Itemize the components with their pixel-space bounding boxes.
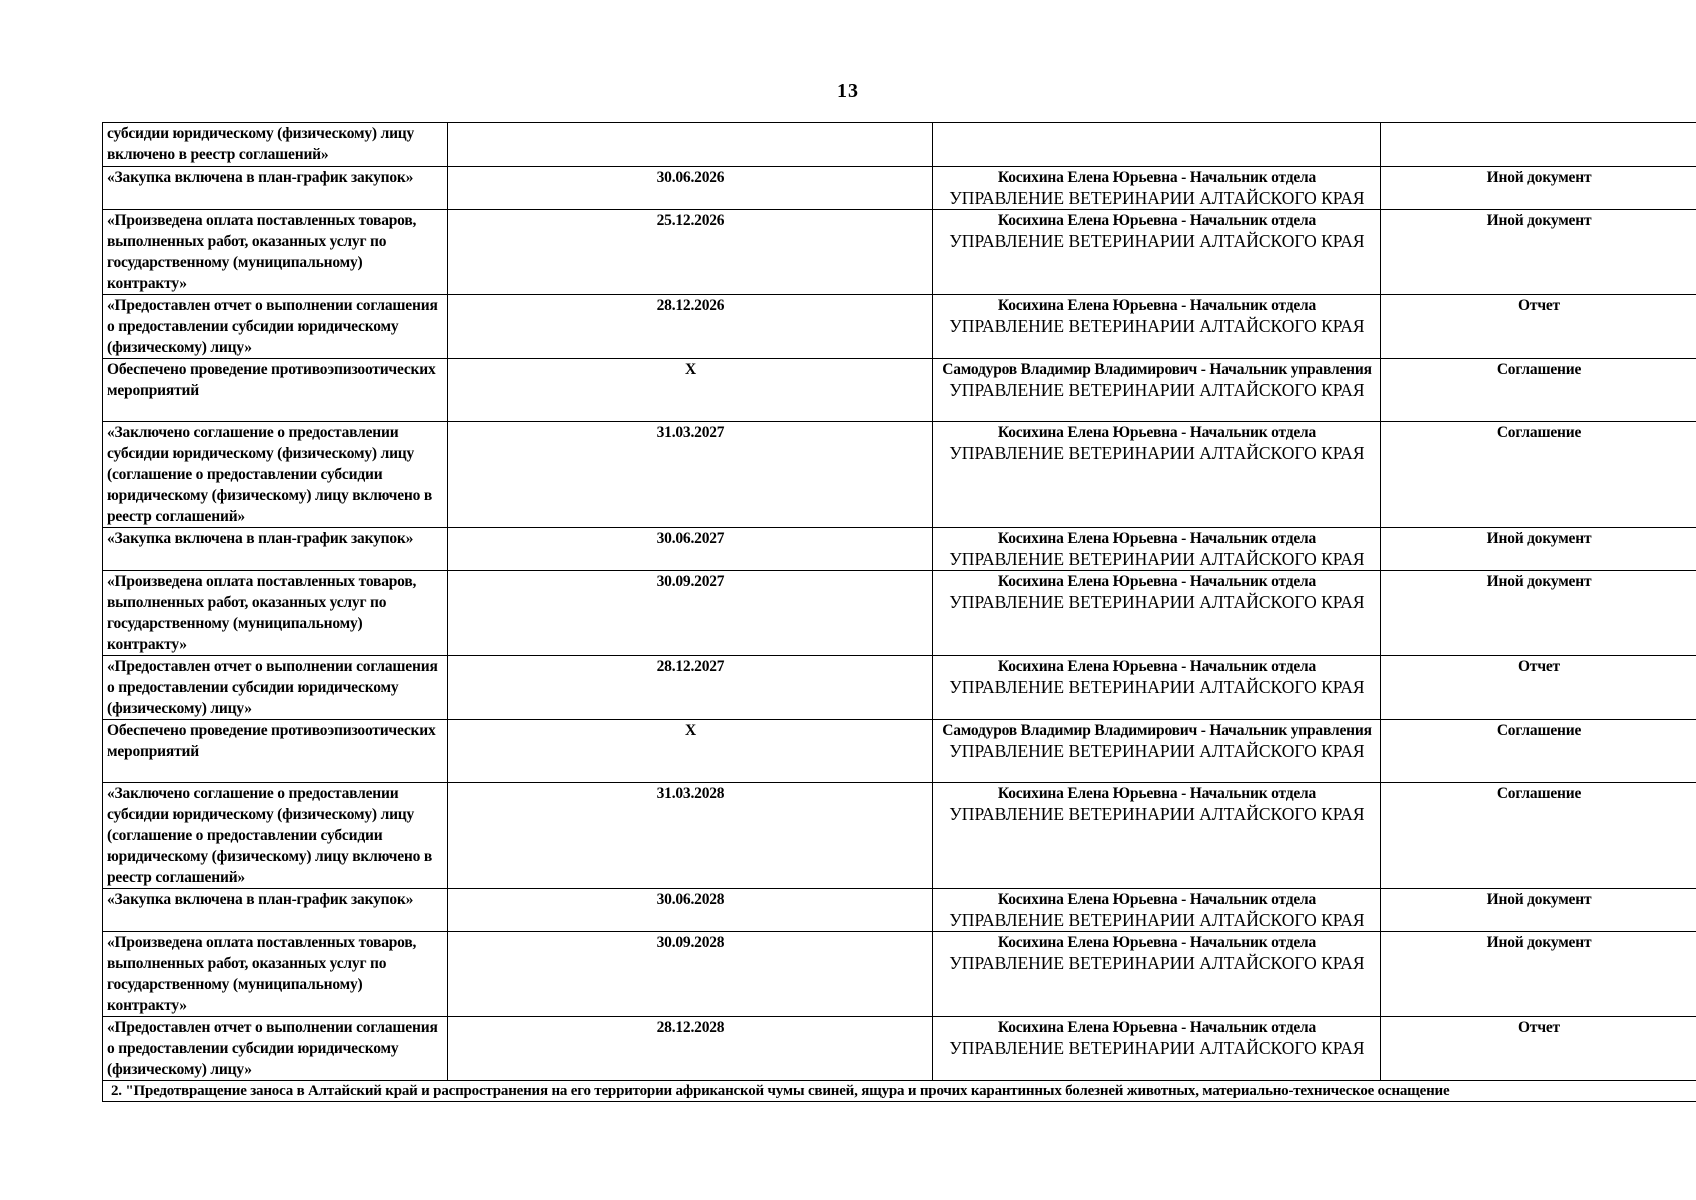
table-row: [103, 656, 1696, 720]
responsible-organization: УПРАВЛЕНИЕ ВЕТЕРИНАРИИ АЛТАЙСКОГО КРАЯ: [949, 953, 1365, 973]
responsible-name: Косихина Елена Юрьевна - Начальник отдела: [997, 530, 1317, 547]
responsible-name: Косихина Елена Юрьевна - Начальник отдела: [997, 297, 1317, 314]
date-cell: 28.12.2028: [448, 1017, 933, 1081]
date-cell: 31.03.2027: [448, 422, 933, 528]
responsible-cell: [933, 889, 1381, 932]
table-row: [103, 295, 1696, 359]
responsible-cell: [933, 783, 1381, 889]
event-cell: «Заключено соглашение о предоставлении субсидии юридическому (физическому) лицу (соглашение о предоставлении субсидии юридическому (физическому) лицу включено в реестр соглашений»: [103, 783, 448, 889]
table-row: [103, 571, 1696, 656]
event-cell: Обеспечено проведение противоэпизоотических мероприятий: [103, 359, 448, 422]
responsible-cell: [933, 656, 1381, 720]
responsible-organization: УПРАВЛЕНИЕ ВЕТЕРИНАРИИ АЛТАЙСКОГО КРАЯ: [949, 380, 1365, 400]
responsible-name: Косихина Елена Юрьевна - Начальник отдела: [997, 424, 1317, 441]
document-type-cell: Отчет: [1381, 1017, 1696, 1081]
responsible-organization: УПРАВЛЕНИЕ ВЕТЕРИНАРИИ АЛТАЙСКОГО КРАЯ: [949, 592, 1365, 612]
responsible-cell: [933, 932, 1381, 1017]
event-cell: «Закупка включена в план-график закупок»: [103, 889, 448, 932]
date-cell: 28.12.2026: [448, 295, 933, 359]
control-points-table: [102, 122, 1696, 1102]
event-cell: «Закупка включена в план-график закупок»: [103, 167, 448, 210]
event-cell: «Предоставлен отчет о выполнении соглашения о предоставлении субсидии юридическому (физическому) лицу»: [103, 656, 448, 720]
document-type-cell: Отчет: [1381, 295, 1696, 359]
page-number: 13: [837, 80, 859, 102]
document-type-cell: Иной документ: [1381, 528, 1696, 571]
section-heading: 2. "Предотвращение заноса в Алтайский край и распространения на его территории африканской чумы свиней, ящура и прочих карантинных болезней животных, материально-техническое оснащение: [103, 1081, 1696, 1102]
responsible-name: Самодуров Владимир Владимирович - Начальник управления: [942, 722, 1372, 739]
responsible-cell: [933, 528, 1381, 571]
event-cell: «Произведена оплата поставленных товаров, выполненных работ, оказанных услуг по государственному (муниципальному) контракту»: [103, 932, 448, 1017]
date-cell: 30.09.2028: [448, 932, 933, 1017]
date-cell: 30.09.2027: [448, 571, 933, 656]
responsible-organization: УПРАВЛЕНИЕ ВЕТЕРИНАРИИ АЛТАЙСКОГО КРАЯ: [949, 910, 1365, 930]
event-cell: Обеспечено проведение противоэпизоотических мероприятий: [103, 720, 448, 783]
date-cell: 28.12.2027: [448, 656, 933, 720]
responsible-name: Косихина Елена Юрьевна - Начальник отдела: [997, 1019, 1317, 1036]
date-cell: [448, 123, 933, 167]
date-cell: 30.06.2028: [448, 889, 933, 932]
date-cell: 31.03.2028: [448, 783, 933, 889]
event-cell: «Предоставлен отчет о выполнении соглашения о предоставлении субсидии юридическому (физическому) лицу»: [103, 295, 448, 359]
responsible-cell: [933, 210, 1381, 295]
responsible-organization: УПРАВЛЕНИЕ ВЕТЕРИНАРИИ АЛТАЙСКОГО КРАЯ: [949, 677, 1365, 697]
responsible-organization: УПРАВЛЕНИЕ ВЕТЕРИНАРИИ АЛТАЙСКОГО КРАЯ: [949, 741, 1365, 761]
date-cell: 25.12.2026: [448, 210, 933, 295]
date-cell: 30.06.2026: [448, 167, 933, 210]
document-type-cell: Иной документ: [1381, 167, 1696, 210]
table-row: [103, 1017, 1696, 1081]
event-cell: субсидии юридическому (физическому) лицу включено в реестр соглашений»: [103, 123, 448, 167]
table-row: [103, 720, 1696, 783]
document-type-cell: Соглашение: [1381, 359, 1696, 422]
responsible-organization: УПРАВЛЕНИЕ ВЕТЕРИНАРИИ АЛТАЙСКОГО КРАЯ: [949, 1038, 1365, 1058]
document-type-cell: Иной документ: [1381, 889, 1696, 932]
date-cell: 30.06.2027: [448, 528, 933, 571]
date-cell: X: [448, 359, 933, 422]
document-type-cell: Иной документ: [1381, 571, 1696, 656]
table-row: [103, 889, 1696, 932]
responsible-name: Косихина Елена Юрьевна - Начальник отдела: [997, 785, 1317, 802]
responsible-organization: УПРАВЛЕНИЕ ВЕТЕРИНАРИИ АЛТАЙСКОГО КРАЯ: [949, 231, 1365, 251]
event-cell: «Произведена оплата поставленных товаров, выполненных работ, оказанных услуг по государственному (муниципальному) контракту»: [103, 571, 448, 656]
event-cell: «Закупка включена в план-график закупок»: [103, 528, 448, 571]
table-row: [103, 422, 1696, 528]
table-row: [103, 783, 1696, 889]
responsible-name: Косихина Елена Юрьевна - Начальник отдела: [997, 573, 1317, 590]
responsible-organization: УПРАВЛЕНИЕ ВЕТЕРИНАРИИ АЛТАЙСКОГО КРАЯ: [949, 316, 1365, 336]
table-row: [103, 359, 1696, 422]
table-body: [103, 123, 1696, 1081]
table-row: [103, 210, 1696, 295]
responsible-name: Косихина Елена Юрьевна - Начальник отдела: [997, 658, 1317, 675]
event-cell: «Произведена оплата поставленных товаров, выполненных работ, оказанных услуг по государственному (муниципальному) контракту»: [103, 210, 448, 295]
document-type-cell: [1381, 123, 1696, 167]
responsible-cell: [933, 359, 1381, 422]
document-type-cell: Соглашение: [1381, 422, 1696, 528]
responsible-name: Косихина Елена Юрьевна - Начальник отдела: [997, 169, 1317, 186]
date-cell: X: [448, 720, 933, 783]
table-row: [103, 167, 1696, 210]
responsible-cell: [933, 422, 1381, 528]
document-type-cell: Иной документ: [1381, 210, 1696, 295]
event-cell: «Предоставлен отчет о выполнении соглашения о предоставлении субсидии юридическому (физическому) лицу»: [103, 1017, 448, 1081]
document-type-cell: Иной документ: [1381, 932, 1696, 1017]
control-points-table-wrapper: [102, 122, 1696, 1102]
event-cell: «Заключено соглашение о предоставлении субсидии юридическому (физическому) лицу (соглашение о предоставлении субсидии юридическому (физическому) лицу включено в реестр соглашений»: [103, 422, 448, 528]
table-row: [103, 528, 1696, 571]
responsible-name: Самодуров Владимир Владимирович - Начальник управления: [942, 361, 1372, 378]
responsible-name: Косихина Елена Юрьевна - Начальник отдела: [997, 934, 1317, 951]
document-type-cell: Соглашение: [1381, 783, 1696, 889]
responsible-cell: [933, 720, 1381, 783]
responsible-name: Косихина Елена Юрьевна - Начальник отдела: [997, 891, 1317, 908]
responsible-cell: [933, 123, 1381, 167]
table-row: [103, 123, 1696, 167]
responsible-cell: [933, 167, 1381, 210]
document-type-cell: Отчет: [1381, 656, 1696, 720]
responsible-cell: [933, 571, 1381, 656]
responsible-organization: УПРАВЛЕНИЕ ВЕТЕРИНАРИИ АЛТАЙСКОГО КРАЯ: [949, 443, 1365, 463]
responsible-organization: УПРАВЛЕНИЕ ВЕТЕРИНАРИИ АЛТАЙСКОГО КРАЯ: [949, 804, 1365, 824]
responsible-cell: [933, 295, 1381, 359]
responsible-organization: УПРАВЛЕНИЕ ВЕТЕРИНАРИИ АЛТАЙСКОГО КРАЯ: [949, 549, 1365, 569]
document-type-cell: Соглашение: [1381, 720, 1696, 783]
section-heading-row: [103, 1081, 1696, 1102]
responsible-cell: [933, 1017, 1381, 1081]
responsible-name: Косихина Елена Юрьевна - Начальник отдела: [997, 212, 1317, 229]
responsible-organization: УПРАВЛЕНИЕ ВЕТЕРИНАРИИ АЛТАЙСКОГО КРАЯ: [949, 188, 1365, 208]
table-row: [103, 932, 1696, 1017]
